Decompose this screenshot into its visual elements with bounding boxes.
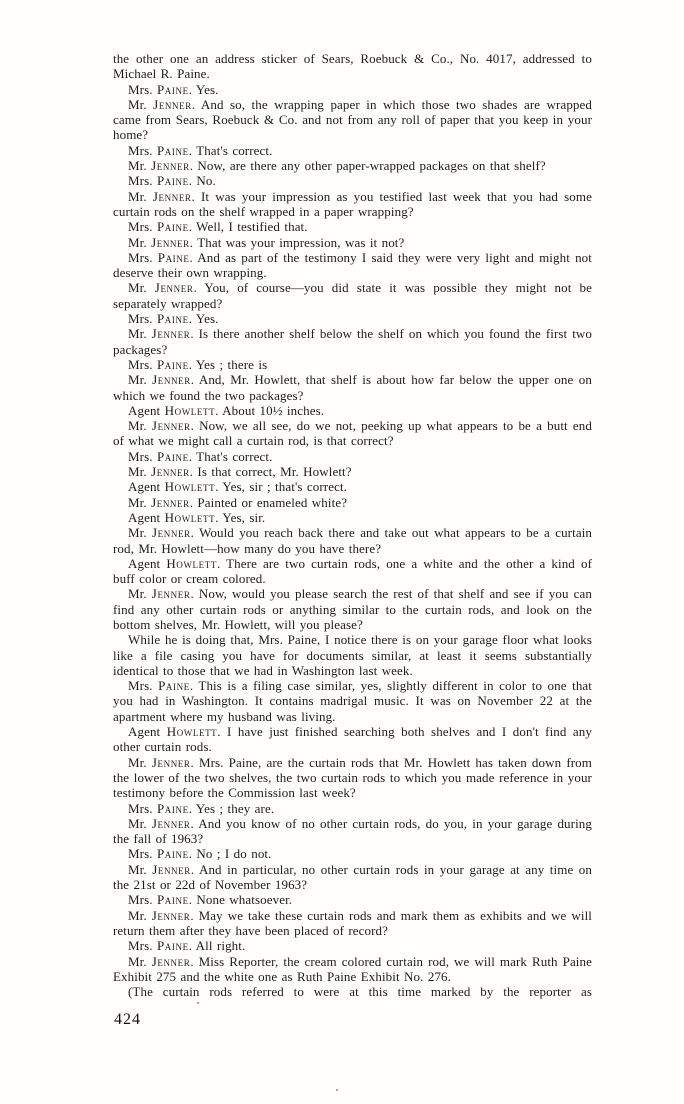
transcript-paragraph: Mrs. Paine. Yes. (128, 311, 219, 327)
speaker-name: Jenner (152, 188, 192, 204)
speaker-title: Mr. (128, 953, 152, 969)
transcript-paragraph: Mrs. Paine. That's correct. (128, 142, 273, 158)
speaker-title: Mr. (128, 494, 152, 510)
speaker-title: Mrs. (128, 448, 157, 464)
speaker-title: Agent (128, 479, 165, 495)
transcript-paragraph: Mrs. Paine. This is a filing case similar, yes, slightly different in color to one that you had in Washington. It contains madrigal music. It was on November 22 at the apartment where my husband was living. (113, 678, 592, 724)
speaker-name: Paine (156, 219, 189, 235)
transcript-paragraph: Agent Howlett. Yes, sir. (128, 509, 266, 525)
speaker-name: Howlett (166, 724, 218, 740)
speaker-title: Mr. (128, 188, 153, 204)
speaker-name: Jenner (151, 815, 191, 831)
speaker-name: Paine (156, 311, 189, 327)
transcript-paragraph: Agent Howlett. About 10½ inches. (128, 402, 325, 418)
transcript-paragraph: the other one an address sticker of Sears, Roebuck & Co., No. 4017, addressed to Michael R. Paine. (113, 51, 592, 82)
transcript-paragraph: Mr. Jenner. And, Mr. Howlett, that shelf is about how far below the upper one on which we found the two packages? (113, 372, 592, 403)
speaker-name: Howlett (166, 555, 217, 571)
speaker-title: Agent (128, 509, 165, 525)
transcript-paragraph: Mrs. Paine. Well, I testified that. (128, 219, 308, 235)
speaker-title: Mr. (128, 96, 154, 112)
speaker-name: Jenner (151, 158, 190, 174)
speaker-title: Agent (128, 402, 165, 418)
speaker-title: Mrs. (128, 173, 157, 189)
transcript-paragraph: Mr. Jenner. Painted or enameled white? (128, 494, 348, 510)
speaker-title: Mr. (128, 418, 152, 434)
speaker-name: Paine (156, 356, 189, 372)
speaker-title: Mr. (128, 464, 152, 480)
speaker-title: Mrs. (128, 892, 157, 908)
speaker-name: Jenner (152, 861, 191, 877)
speaker-name: Jenner (151, 953, 191, 969)
transcript-paragraph: While he is doing that, Mrs. Paine, I notice there is on your garage floor what looks like a file casing you have for documents similar, at least it seems substantially identical to those that we had in Washington last week. (113, 632, 592, 678)
speaker-title: Mrs. (128, 678, 159, 694)
speaker-name: Jenner (151, 234, 190, 250)
transcript-paragraph: Mr. Jenner. Mrs. Paine, are the curtain rods that Mr. Howlett has taken down from the lower of the two shelves, the two curtain rods to which you made reference in your testimony before the Commission last week? (113, 754, 592, 801)
speaker-title: Agent (128, 724, 167, 740)
speaker-name: Paine (158, 678, 190, 694)
speaker-name: Jenner (152, 525, 191, 541)
speaker-title: Mrs. (128, 938, 157, 954)
page-number: 424 (114, 1011, 141, 1028)
transcript-paragraph: Mr. Jenner. And you know of no other curtain rods, do you, in your garage during the fall of 1963? (113, 815, 592, 847)
speaker-title: Agent (128, 555, 167, 571)
speaker-title: Mr. (128, 861, 153, 877)
transcript-paragraph: Mrs. Paine. Yes ; there is (128, 356, 268, 372)
speaker-title: Mrs. (128, 142, 157, 158)
speaker-name: Paine (156, 846, 189, 862)
transcript-paragraph: Mrs. Paine. No ; I do not. (128, 846, 272, 862)
transcript-paragraph: Agent Howlett. I have just finished searching both shelves and I don't find any other curtain rods. (113, 724, 593, 755)
speaker-title: Mr. (128, 158, 152, 174)
speaker-title: Mr. (128, 754, 152, 770)
transcript-paragraph: Mr. Jenner. Now, are there any other paper-wrapped packages on that shelf? (128, 158, 546, 174)
transcript-paragraph: Mr. Jenner. Now, we all see, do we not, peeking up what appears to be a butt end of what we might call a curtain rod, is that correct? (113, 418, 593, 449)
speaker-name: Jenner (151, 418, 191, 434)
speaker-title: Mrs. (128, 81, 157, 97)
transcript-body (113, 51, 592, 999)
transcript-paragraph: Mr. Jenner. It was your impression as you testified last week that you had some curtain rods on the shelf wrapped in a paper wrapping? (113, 188, 592, 219)
speaker-name: Jenner (151, 754, 191, 770)
speaker-name: Jenner (151, 464, 190, 480)
transcript-paragraph: Agent Howlett. There are two curtain rods, one a white and the other a kind of buff color or cream colored. (113, 555, 593, 587)
speaker-name: Howlett (164, 402, 216, 418)
transcript-paragraph: Mr. Jenner. Miss Reporter, the cream colored curtain rod, we will mark Ruth Paine Exhibit 275 and the white one as Ruth Paine Exhibit No. 276. (113, 953, 592, 984)
speaker-name: Howlett (164, 479, 216, 495)
transcript-paragraph: Mrs. Paine. All right. (128, 938, 246, 954)
transcript-paragraph: Mr. Jenner. And in particular, no other curtain rods in your garage at any time on the 21st or 22d of November 1963? (113, 861, 592, 893)
speaker-title: Mr. (128, 234, 152, 250)
transcript-paragraph: Mr. Jenner. Would you reach back there and take out what appears to be a curtain rod, Mr. Howlett—how many do you have there? (113, 525, 593, 556)
speaker-name: Jenner (151, 326, 191, 342)
speaker-name: Jenner (151, 907, 191, 923)
transcript-paragraph: Mr. Jenner. Is there another shelf below the shelf on which you found the first two packages? (113, 326, 592, 357)
speaker-name: Paine (156, 173, 189, 189)
speaker-title: Mr. (128, 326, 152, 342)
transcript-paragraph: Mr. Jenner. And so, the wrapping paper in which those two shades are wrapped came from Sears, Roebuck & Co. and not from any roll of paper that you keep in your home? (113, 96, 592, 143)
speaker-title: Mr. (128, 372, 153, 388)
transcript-paragraph: Mr. Jenner. Is that correct, Mr. Howlett? (128, 464, 352, 480)
speaker-name: Howlett (164, 509, 216, 525)
speaker-name: Paine (157, 249, 190, 265)
speaker-title: Mrs. (128, 249, 158, 265)
speaker-name: Paine (156, 892, 189, 908)
speaker-title: Mr. (128, 907, 152, 923)
speaker-name: Jenner (153, 96, 192, 112)
transcript-paragraph: Mrs. Paine. Yes ; they are. (128, 800, 275, 816)
scan-artifact-dot (197, 1002, 199, 1004)
speaker-title: Mr. (128, 525, 153, 541)
speaker-name: Jenner (154, 280, 194, 296)
speaker-name: Jenner (152, 372, 191, 388)
transcript-paragraph: Mrs. Paine. None whatsoever. (128, 892, 293, 908)
transcript-paragraph: Mrs. Paine. That's correct. (128, 448, 273, 464)
speaker-title: Mrs. (128, 846, 157, 862)
speaker-name: Jenner (151, 586, 191, 602)
transcript-paragraph: Mr. Jenner. You, of course—you did state it was possible they might not be separately wrapped? (113, 280, 592, 311)
speaker-name: Jenner (151, 494, 190, 510)
speaker-title: Mrs. (128, 219, 157, 235)
speaker-title: Mrs. (128, 800, 157, 816)
transcript-paragraph: Mrs. Paine. Yes. (128, 81, 219, 97)
speaker-name: Paine (156, 800, 189, 816)
transcript-paragraph: Agent Howlett. Yes, sir ; that's correct. (128, 479, 348, 495)
speaker-name: Paine (156, 81, 189, 97)
transcript-paragraph: Mrs. Paine. No. (128, 173, 216, 189)
transcript-paragraph: Mrs. Paine. And as part of the testimony I said they were very light and might not deserve their own wrapping. (113, 249, 592, 281)
scan-artifact-dot (336, 1089, 338, 1091)
transcript-paragraph: Mr. Jenner. May we take these curtain rods and mark them as exhibits and we will return them after they have been placed of record? (113, 907, 593, 938)
speaker-title: Mr. (128, 280, 155, 296)
transcript-paragraph: Mr. Jenner. Now, would you please search the rest of that shelf and see if you can find any other curtain rods or anything similar to the curtain rods, and look on the bottom shelves, Mr. Howlett, will you please? (113, 586, 592, 632)
speaker-name: Paine (156, 142, 189, 158)
speaker-name: Paine (156, 448, 189, 464)
transcript-paragraph: (The curtain rods referred to were at this time marked by the reporter as (128, 984, 592, 1000)
speaker-title: Mr. (128, 815, 152, 831)
speaker-title: Mrs. (128, 311, 157, 327)
speaker-title: Mr. (128, 586, 152, 602)
speaker-name: Paine (156, 938, 189, 954)
speaker-title: Mrs. (128, 356, 157, 372)
transcript-paragraph: Mr. Jenner. That was your impression, was it not? (128, 234, 405, 250)
